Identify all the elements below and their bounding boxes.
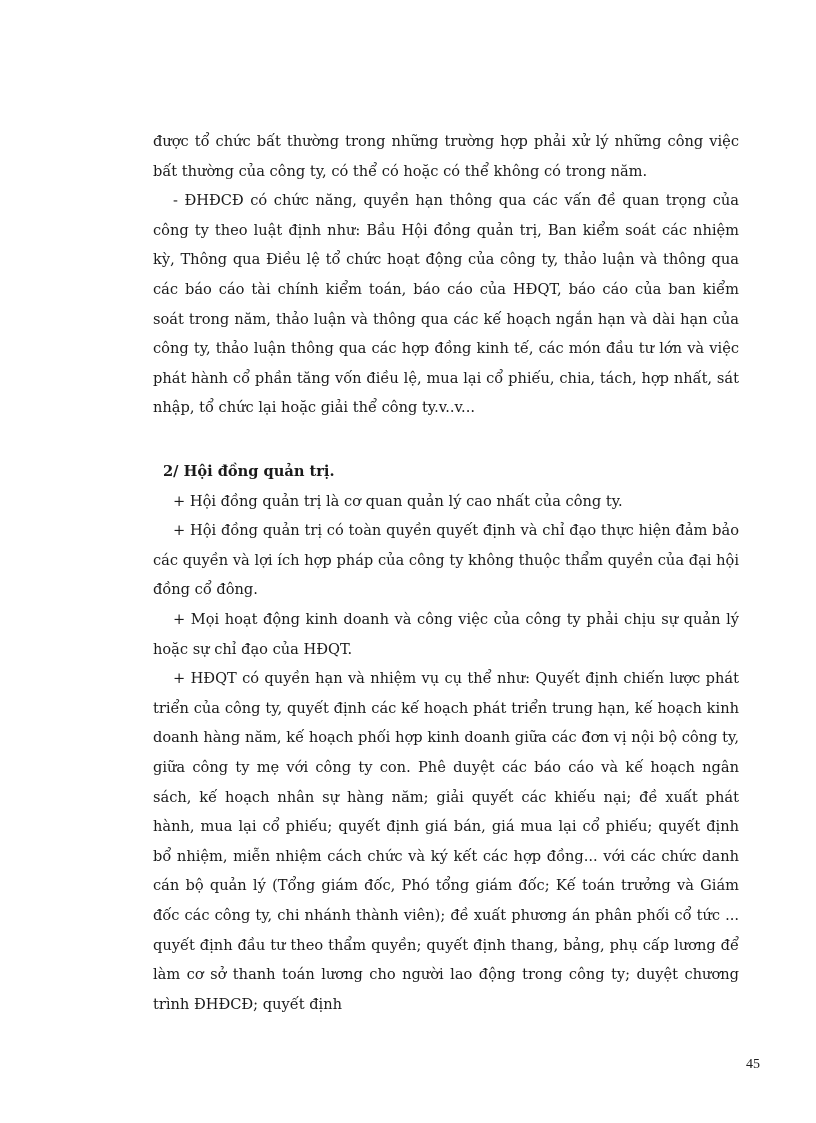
paragraph: được tổ chức bất thường trong những trường hợp phải xử lý những công việc bất thường của công ty, có thể có hoặc có thể không có trong năm. (153, 133, 739, 180)
page-number: 45 (746, 1057, 760, 1072)
paragraph: + HĐQT có quyền hạn và nhiệm vụ cụ thể như: Quyết định chiến lược phát triển của công ty, quyết định các kế hoạch phát triển trung hạn, kế hoạch kinh doanh hàng năm, kế hoạch phối hợp kinh doanh giữa các đơn vị nội bộ công ty, giữa công ty mẹ với công ty con. Phê duyệt các báo cáo và kế hoạch ngân sách, kế hoạch nhân sự hàng năm; giải quyết các khiếu nại; đề xuất phát hành, mua lại cổ phiếu; quyết định giá bán, giá mua lại cổ phiếu; quyết định bổ nhiệm, miễn nhiệm cách chức và ký kết các hợp đồng... với các chức danh cán bộ quản lý (Tổng giám đốc, Phó tổng giám đốc; Kế toán trưởng và Giám đốc các công ty, chi nhánh thành viên); đề xuất phương án phân phối cổ tức ... quyết định đầu tư theo thẩm quyền; quyết định thang, bảng, phụ cấp lương để làm cơ sở thanh toán lương cho người lao động trong công ty; duyệt chương trình ĐHĐCĐ; quyết định (153, 670, 739, 1013)
section-heading: 2/ Hội đồng quản trị. (163, 463, 335, 480)
paragraph: + Mọi hoạt động kinh doanh và công việc của công ty phải chịu sự quản lý hoặc sự chỉ đạo của HĐQT. (153, 610, 739, 658)
text-block-general-meeting (153, 127, 739, 423)
paragraph: - ĐHĐCĐ có chức năng, quyền hạn thông qua các vấn đề quan trọng của công ty theo luật định như: Bầu Hội đồng quản trị, Ban kiểm soát các nhiệm kỳ, Thông qua Điều lệ tổ chức hoạt động của công ty, thảo luận và thông qua các báo cáo tài chính kiểm toán, báo cáo của HĐQT, báo cáo của ban kiểm soát trong năm, thảo luận và thông qua các kế hoạch ngắn hạn và dài hạn của công ty, thảo luận thông qua các hợp đồng kinh tế, các món đầu tư lớn và việc phát hành cổ phần tăng vốn điều lệ, mua lại cổ phiếu, chia, tách, hợp nhất, sát nhập, tổ chức lại hoặc giải thể công ty.v..v... (153, 192, 739, 417)
paragraph: + Hội đồng quản trị có toàn quyền quyết định và chỉ đạo thực hiện đảm bảo các quyền và lợi ích hợp pháp của công ty không thuộc thẩm quyền của đại hội đồng cổ đông. (153, 522, 739, 599)
text-block-board-of-directors (153, 457, 739, 1019)
paragraph: + Hội đồng quản trị là cơ quan quản lý cao nhất của công ty. (173, 492, 623, 510)
